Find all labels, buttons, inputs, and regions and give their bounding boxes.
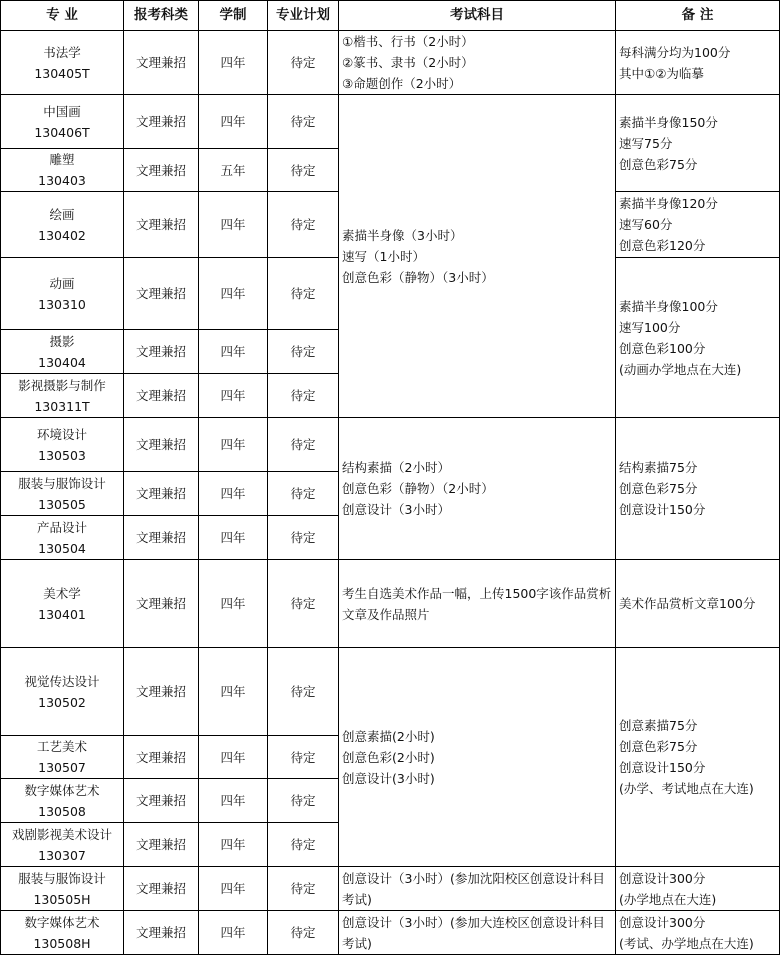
- remark-line: 创意色彩100分: [619, 340, 706, 356]
- major-code: 130508: [38, 803, 86, 819]
- category-cell: 文理兼招: [124, 472, 199, 516]
- remark-line: 结构素描75分: [619, 460, 698, 475]
- duration-cell: 四年: [199, 516, 268, 560]
- category-cell: 文理兼招: [124, 149, 199, 192]
- major-code: 130404: [38, 354, 86, 370]
- major-code: 130405T: [34, 65, 90, 81]
- remark-line: (办学地点在大连): [619, 891, 717, 907]
- duration-cell: 四年: [199, 95, 268, 149]
- duration-cell: 四年: [199, 330, 268, 374]
- plan-cell: 待定: [268, 560, 339, 648]
- subjects-cell: [339, 31, 616, 95]
- major-name: 服装与服饰设计: [18, 870, 106, 886]
- subjects-cell: [339, 648, 616, 867]
- major-cell: [1, 911, 124, 955]
- major-code: 130505: [38, 496, 86, 512]
- duration-cell: 四年: [199, 867, 268, 911]
- table-row: [1, 867, 780, 911]
- table-row: [1, 911, 780, 955]
- remarks-cell: [616, 418, 780, 560]
- category-cell: 文理兼招: [124, 867, 199, 911]
- subject-line: 创意素描(2小时): [342, 728, 435, 744]
- duration-cell: 四年: [199, 736, 268, 779]
- duration-cell: 四年: [199, 779, 268, 823]
- remark-line: 其中①②为临摹: [619, 65, 704, 81]
- remark-line: 素描半身像120分: [619, 196, 718, 211]
- major-cell: [1, 418, 124, 472]
- major-cell: [1, 192, 124, 258]
- major-name: 戏剧影视美术设计: [11, 826, 112, 842]
- duration-cell: 四年: [199, 560, 268, 648]
- subjects-cell: 考生自选美术作品一幅，上传1500字该作品赏析文章及作品照片: [339, 560, 616, 648]
- major-name: 视觉传达设计: [24, 673, 100, 689]
- header-duration: 学制: [199, 1, 268, 31]
- subject-line: 结构素描（2小时）: [342, 460, 450, 475]
- plan-cell: 待定: [268, 95, 339, 149]
- major-cell: [1, 149, 124, 192]
- header-plan: 专业计划: [268, 1, 339, 31]
- plan-cell: 待定: [268, 330, 339, 374]
- major-cell: [1, 330, 124, 374]
- category-cell: 文理兼招: [124, 192, 199, 258]
- remarks-cell: [616, 648, 780, 867]
- category-cell: 文理兼招: [124, 736, 199, 779]
- major-code: 130307: [38, 847, 86, 863]
- major-cell: [1, 31, 124, 95]
- major-name: 美术学: [43, 585, 81, 601]
- remark-line: 素描半身像100分: [619, 298, 718, 314]
- category-cell: 文理兼招: [124, 560, 199, 648]
- subject-line: 创意设计(3小时): [342, 770, 435, 786]
- table-row: [1, 31, 780, 95]
- remark-line: (动画办学地点在大连): [619, 361, 742, 377]
- major-code: 130507: [38, 760, 86, 775]
- major-code: 130505H: [33, 891, 91, 907]
- table-row: [1, 418, 780, 472]
- subject-line: 创意色彩(2小时): [342, 749, 435, 765]
- remark-line: 每科满分均为100分: [619, 44, 731, 60]
- major-code: 130310: [38, 296, 86, 312]
- plan-cell: 待定: [268, 736, 339, 779]
- major-code: 130403: [38, 173, 86, 188]
- subject-line: 创意色彩（静物）（3小时）: [342, 269, 494, 285]
- duration-cell: 五年: [199, 149, 268, 192]
- remarks-cell: [616, 192, 780, 258]
- major-name: 动画: [49, 275, 75, 291]
- major-name: 产品设计: [36, 519, 87, 535]
- major-cell: [1, 823, 124, 867]
- remarks-cell: [616, 911, 780, 955]
- major-name: 摄影: [49, 333, 75, 349]
- category-cell: 文理兼招: [124, 648, 199, 736]
- category-cell: 文理兼招: [124, 779, 199, 823]
- category-cell: 文理兼招: [124, 374, 199, 418]
- subjects-cell: [339, 418, 616, 560]
- duration-cell: 四年: [199, 911, 268, 955]
- table-row: [1, 560, 780, 648]
- plan-cell: 待定: [268, 258, 339, 330]
- category-cell: 文理兼招: [124, 330, 199, 374]
- major-name: 工艺美术: [36, 739, 87, 754]
- duration-cell: 四年: [199, 31, 268, 95]
- header-category: 报考科类: [124, 1, 199, 31]
- major-cell: [1, 779, 124, 823]
- duration-cell: 四年: [199, 418, 268, 472]
- category-cell: 文理兼招: [124, 258, 199, 330]
- table-row: [1, 95, 780, 149]
- header-subjects: 考试科目: [339, 1, 616, 31]
- category-cell: 文理兼招: [124, 31, 199, 95]
- major-code: 130406T: [34, 124, 90, 140]
- remark-line: 创意色彩75分: [619, 156, 698, 172]
- major-name: 雕塑: [49, 152, 75, 167]
- major-name: 数字媒体艺术: [24, 782, 100, 798]
- subject-line: ①楷书、行书（2小时）: [342, 34, 474, 49]
- remark-line: 素描半身像150分: [619, 114, 718, 130]
- major-name: 书法学: [43, 44, 81, 60]
- plan-cell: 待定: [268, 472, 339, 516]
- major-name: 服装与服饰设计: [18, 475, 106, 491]
- major-code: 130503: [38, 447, 86, 463]
- major-name: 绘画: [49, 206, 75, 222]
- remark-line: 速写75分: [619, 135, 673, 151]
- subject-line: 素描半身像（3小时）: [342, 227, 463, 243]
- subject-line: ③命题创作（2小时）: [342, 76, 462, 91]
- remark-line: (办学、考试地点在大连): [619, 781, 754, 796]
- header-remarks: 备 注: [616, 1, 780, 31]
- category-cell: 文理兼招: [124, 418, 199, 472]
- major-code: 130311T: [34, 398, 90, 414]
- remark-line: 创意素描75分: [619, 718, 698, 733]
- subjects-cell: 创意设计（3小时）(参加沈阳校区创意设计科目考试): [339, 867, 616, 911]
- duration-cell: 四年: [199, 258, 268, 330]
- remark-line: 速写60分: [619, 217, 673, 232]
- plan-cell: 待定: [268, 31, 339, 95]
- plan-cell: 待定: [268, 648, 339, 736]
- plan-cell: 待定: [268, 374, 339, 418]
- major-cell: [1, 736, 124, 779]
- plan-cell: 待定: [268, 779, 339, 823]
- remark-line: 创意色彩75分: [619, 739, 698, 754]
- plan-cell: 待定: [268, 149, 339, 192]
- header-major: 专 业: [1, 1, 124, 31]
- major-code: 130401: [38, 606, 86, 622]
- plan-cell: 待定: [268, 192, 339, 258]
- plan-cell: 待定: [268, 516, 339, 560]
- duration-cell: 四年: [199, 192, 268, 258]
- subject-line: ②篆书、隶书（2小时）: [342, 55, 474, 70]
- table-row: [1, 648, 780, 736]
- major-name: 中国画: [43, 103, 81, 119]
- major-cell: [1, 95, 124, 149]
- plan-cell: 待定: [268, 911, 339, 955]
- major-cell: [1, 258, 124, 330]
- major-cell: [1, 560, 124, 648]
- remark-line: 创意设计300分: [619, 914, 706, 930]
- remarks-cell: [616, 31, 780, 95]
- category-cell: 文理兼招: [124, 823, 199, 867]
- major-code: 130508H: [33, 935, 91, 951]
- major-cell: [1, 648, 124, 736]
- major-code: 130402: [38, 227, 86, 243]
- plan-cell: 待定: [268, 867, 339, 911]
- remarks-cell: 美术作品赏析文章100分: [616, 560, 780, 648]
- remark-line: 速写100分: [619, 319, 681, 335]
- remark-line: 创意色彩75分: [619, 481, 698, 496]
- duration-cell: 四年: [199, 823, 268, 867]
- duration-cell: 四年: [199, 374, 268, 418]
- major-code: 130504: [38, 540, 86, 556]
- major-name: 环境设计: [36, 426, 87, 442]
- category-cell: 文理兼招: [124, 516, 199, 560]
- remarks-cell: [616, 258, 780, 418]
- category-cell: 文理兼招: [124, 95, 199, 149]
- category-cell: 文理兼招: [124, 911, 199, 955]
- plan-cell: 待定: [268, 823, 339, 867]
- subjects-cell: [339, 95, 616, 418]
- remarks-cell: [616, 867, 780, 911]
- remarks-cell: [616, 95, 780, 192]
- major-cell: [1, 374, 124, 418]
- subject-line: 速写（1小时）: [342, 248, 425, 264]
- duration-cell: 四年: [199, 648, 268, 736]
- duration-cell: 四年: [199, 472, 268, 516]
- major-cell: [1, 472, 124, 516]
- remark-line: (考试、办学地点在大连): [619, 935, 754, 951]
- subjects-cell: 创意设计（3小时）(参加大连校区创意设计科目考试): [339, 911, 616, 955]
- major-name: 数字媒体艺术: [24, 914, 100, 930]
- remark-line: 创意设计300分: [619, 870, 706, 886]
- major-cell: [1, 867, 124, 911]
- subject-line: 创意色彩（静物）（2小时）: [342, 481, 494, 496]
- plan-cell: 待定: [268, 418, 339, 472]
- major-name: 影视摄影与制作: [18, 377, 106, 393]
- major-cell: [1, 516, 124, 560]
- remark-line: 创意设计150分: [619, 502, 706, 517]
- subject-line: 创意设计（3小时）: [342, 502, 450, 517]
- major-code: 130502: [38, 694, 86, 710]
- remark-line: 创意设计150分: [619, 760, 706, 775]
- remark-line: 创意色彩120分: [619, 238, 706, 253]
- header-row: [1, 1, 780, 31]
